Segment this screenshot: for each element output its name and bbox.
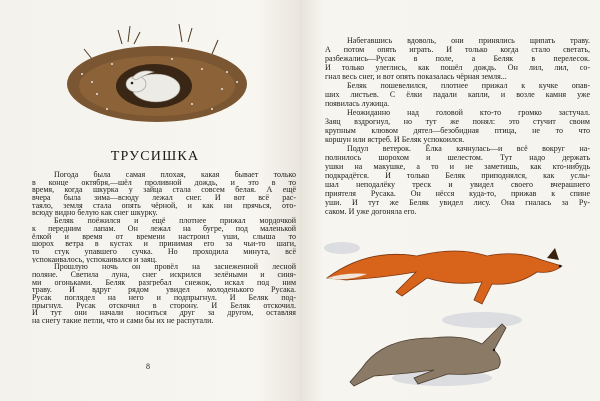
text-line: шал неподалёку треск и увидел своего вчерашнего — [325, 180, 590, 189]
text-line: Заяц вздрогнул, но тут же понял: это стучит своим — [325, 117, 590, 126]
hare-in-burrow-illustration — [62, 14, 252, 129]
text-line: полнилось шорохом и шелестом. Тут надо держать — [325, 153, 590, 162]
right-page — [300, 0, 600, 401]
text-line: время, когда шкурка у зайца стала совсем белая. А ещё — [32, 186, 296, 195]
text-line: на снегу такие петли, что и сами бы их не распутали. — [32, 317, 214, 325]
text-line: Беляк поёжился и ещё плотнее прижал мордочкой — [54, 217, 296, 225]
text-line: успокаивалось, успокаивался и заяц. — [32, 255, 158, 264]
text-line: Русак поглядел на него и подпрыгнул. И Беляк под- — [32, 294, 296, 302]
text-line: ших листьев. С ёлки падали капли, и возле камня уже — [325, 90, 590, 99]
text-line: прыгнул. Русак отскочил в сторону. И Беляк отскочил. — [32, 301, 296, 310]
text-line: ушки на макушке, а то и не заметишь, как кто-нибудь — [325, 162, 590, 171]
text-line: Беляк пошевелился, плотнее прижал к кучке опав- — [347, 81, 590, 90]
text-line: появилась лужица. — [325, 99, 390, 108]
text-line: Прошлую ночь он провёл на заснеженной лесной — [54, 263, 296, 271]
right-page-text — [325, 36, 590, 216]
text-line: крупным клювом дятел—безобидная птица, не то что — [325, 126, 590, 135]
text-line: саком. И уже догоняла его. — [325, 207, 417, 216]
text-line: ёлкой и время от времени настроил уши, слыша то — [32, 232, 296, 241]
text-line: разбежались—Русак в поле, а Беляк в перелесок. — [325, 54, 590, 63]
story-title: ТРУСИШКА — [110, 149, 200, 164]
text-line: А потом опять играть. И только когда стало светать, — [325, 45, 590, 54]
text-line: Погода была самая плохая, какая бывает только — [54, 171, 296, 179]
fox-chasing-hare-illustration — [322, 228, 597, 398]
text-line: Неожиданно над головой кто-то громко застучал. — [347, 108, 590, 117]
text-line: к передним лапам. Он лежал на бугре, под маленькой — [32, 224, 296, 233]
text-line: вчера была зима—всюду лежал снег. И вот всё рас- — [32, 194, 296, 202]
text-line: всюду видно белую как снег шкурку. — [32, 209, 158, 218]
left-page-text — [32, 171, 296, 325]
text-line: шорох ветра в кустах и принимая его за чьи-то шаги, — [32, 240, 296, 248]
text-line: И только улеглись, как пошёл дождь. Он лил, лил, со- — [325, 63, 590, 72]
text-line: Подул ветерок. Ёлка качнулась—и всё вокруг на- — [347, 144, 590, 153]
text-line: то стук упавшего сучка. Но проходила минута, всё — [32, 247, 296, 256]
text-line: таяло, земля стала опять чёрной, и как ни прячься, ото- — [32, 201, 296, 210]
text-line: уши. И тут же Беляк увидел лису. Она гналась за Ру- — [325, 198, 590, 207]
text-line: подкрадётся. И только Беляк приподнялся, как услы- — [325, 171, 590, 180]
text-line: коршун или ястреб. И Беляк успокоился. — [325, 135, 465, 144]
text-line: в конце октября,—шёл проливной дождь, и это в то — [32, 178, 296, 187]
text-line: ми огоньками. Беляк разгребал снежок, искал под ним — [32, 278, 296, 287]
text-line: приятеля Русака. Он нёсся куда-то, прижав к спине — [325, 189, 590, 198]
text-line: траву. И вдруг рядом увидел молоденького Русака. — [32, 286, 296, 294]
fox — [327, 248, 562, 304]
text-line: гнал весь снег, и вот опять показалась чёрная земля... — [325, 72, 507, 81]
text-line: поляне. Светила луна, снег искрился зелёными и синя- — [32, 270, 296, 279]
text-line: Набегавшись вдоволь, они принялись щипать траву. — [347, 36, 590, 45]
page-number: 8 — [146, 362, 150, 371]
text-line: И тут они начали носиться друг за другом, оставляя — [32, 309, 296, 318]
